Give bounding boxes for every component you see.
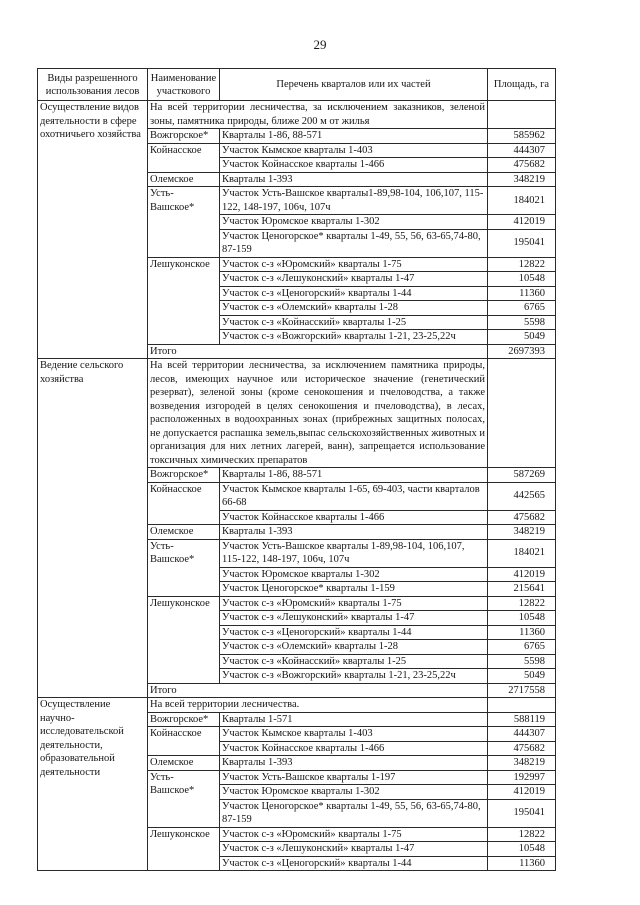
area-cell: 6765 <box>488 640 556 655</box>
area-cell <box>488 359 556 468</box>
quarters-cell: Участок с-з «Койнасский» кварталы 1-25 <box>220 315 488 330</box>
use-cell: Осуществление видов деятельности в сфере охотничьего хозяйства <box>38 101 148 359</box>
quarters-cell: Кварталы 1-393 <box>220 756 488 771</box>
quarters-cell: Участок с-з «Вожгорский» кварталы 1-21, 23-25,22ч <box>220 669 488 684</box>
area-cell: 11360 <box>488 286 556 301</box>
scope-cell: На всей территории лесничества. <box>148 698 488 713</box>
header-quarters: Перечень кварталов или их частей <box>220 69 488 101</box>
district-cell: Койнасское <box>148 727 220 756</box>
area-cell: 11360 <box>488 625 556 640</box>
quarters-cell: Участок Ценогорское* кварталы 1-49, 55, 56, 63-65,74-80, 87-159 <box>220 229 488 257</box>
quarters-cell: Участок с-з «Ценогорский» кварталы 1-44 <box>220 856 488 871</box>
quarters-cell: Участок Юромское кварталы 1-302 <box>220 567 488 582</box>
quarters-cell: Кварталы 1-571 <box>220 712 488 727</box>
quarters-cell: Участок с-з «Олемский» кварталы 1-28 <box>220 640 488 655</box>
quarters-cell: Участок Усть-Вашское кварталы 1-89,98-104, 106,107, 115-122, 148-197, 106ч, 107ч <box>220 539 488 567</box>
quarters-cell: Участок Кымское кварталы 1-65, 69-403, части кварталов 66-68 <box>220 482 488 510</box>
area-cell: 587269 <box>488 468 556 483</box>
quarters-cell: Участок с-з «Лешуконский» кварталы 1-47 <box>220 842 488 857</box>
quarters-cell: Участок Кымское кварталы 1-403 <box>220 727 488 742</box>
quarters-cell: Участок с-з «Койнасский» кварталы 1-25 <box>220 654 488 669</box>
area-cell: 348219 <box>488 756 556 771</box>
area-cell: 5598 <box>488 315 556 330</box>
district-cell: Лешуконское <box>148 827 220 871</box>
quarters-cell: Участок Ценогорское* кварталы 1-49, 55, 56, 63-65,74-80, 87-159 <box>220 799 488 827</box>
area-cell: 10548 <box>488 842 556 857</box>
forest-use-table <box>37 68 556 871</box>
area-cell: 348219 <box>488 172 556 187</box>
district-cell: Вожгорское* <box>148 468 220 483</box>
area-cell: 442565 <box>488 482 556 510</box>
quarters-cell: Участок с-з «Вожгорский» кварталы 1-21, 23-25,22ч <box>220 330 488 345</box>
quarters-cell: Участок Ценогорское* кварталы 1-159 <box>220 582 488 597</box>
area-cell: 475682 <box>488 741 556 756</box>
scope-cell: На всей территории лесничества, за исключением памятника природы, лесов, имеющих научное или историческое значение (генетический резерват), зеленой зоны (кроме сенокошения и пчеловодства, а также возведения изгородей в целях сенокошения и пчеловодства), в лесах, расположенных в водоохранных зонах (прибрежных защитных полосах, не допускается распашка земель,выпас сельскохозяйственных животных и организация для них летних лагерей, ванн), запрещается использование токсичных химических препаратов <box>148 359 488 468</box>
district-cell: Олемское <box>148 172 220 187</box>
quarters-cell: Участок Койнасское кварталы 1-466 <box>220 158 488 173</box>
district-cell: Усть-Вашское* <box>148 187 220 258</box>
area-cell: 12822 <box>488 596 556 611</box>
area-cell: 412019 <box>488 215 556 230</box>
quarters-cell: Участок Усть-Вашское кварталы 1-197 <box>220 770 488 785</box>
total-value: 2717558 <box>488 683 556 698</box>
quarters-cell: Кварталы 1-86, 88-571 <box>220 468 488 483</box>
quarters-cell: Участок с-з «Юромский» кварталы 1-75 <box>220 827 488 842</box>
quarters-cell: Участок с-з «Ценогорский» кварталы 1-44 <box>220 625 488 640</box>
header-district: Наименование участкового <box>148 69 220 101</box>
area-cell: 444307 <box>488 727 556 742</box>
area-cell: 215641 <box>488 582 556 597</box>
quarters-cell: Участок с-з «Юромский» кварталы 1-75 <box>220 596 488 611</box>
area-cell: 5049 <box>488 330 556 345</box>
total-value: 2697393 <box>488 344 556 359</box>
district-cell: Лешуконское <box>148 596 220 683</box>
area-cell: 585962 <box>488 129 556 144</box>
district-cell: Олемское <box>148 756 220 771</box>
area-cell: 11360 <box>488 856 556 871</box>
area-cell: 10548 <box>488 272 556 287</box>
area-cell: 412019 <box>488 567 556 582</box>
section-scope-row <box>38 698 556 713</box>
district-cell: Олемское <box>148 525 220 540</box>
section-scope-row <box>38 101 556 129</box>
area-cell: 475682 <box>488 158 556 173</box>
quarters-cell: Участок с-з «Юромский» кварталы 1-75 <box>220 257 488 272</box>
quarters-cell: Участок Усть-Вашское кварталы1-89,98-104, 106,107, 115-122, 148-197, 106ч, 107ч <box>220 187 488 215</box>
area-cell: 10548 <box>488 611 556 626</box>
quarters-cell: Участок Юромское кварталы 1-302 <box>220 215 488 230</box>
quarters-cell: Участок Койнасское кварталы 1-466 <box>220 741 488 756</box>
quarters-cell: Кварталы 1-393 <box>220 525 488 540</box>
scope-cell: На всей территории лесничества, за исключением заказников, зеленой зоны, памятника природы, ближе 200 м от жилья <box>148 101 488 129</box>
area-cell: 348219 <box>488 525 556 540</box>
section-scope-row <box>38 359 556 468</box>
area-cell: 195041 <box>488 799 556 827</box>
district-cell: Усть-Вашское* <box>148 539 220 596</box>
page-number: 29 <box>313 37 327 52</box>
area-cell: 475682 <box>488 510 556 525</box>
area-cell <box>488 698 556 713</box>
quarters-cell: Участок с-з «Лешуконский» кварталы 1-47 <box>220 611 488 626</box>
area-cell: 12822 <box>488 257 556 272</box>
area-cell: 195041 <box>488 229 556 257</box>
area-cell: 184021 <box>488 539 556 567</box>
district-cell: Усть-Вашское* <box>148 770 220 827</box>
area-cell: 12822 <box>488 827 556 842</box>
quarters-cell: Кварталы 1-393 <box>220 172 488 187</box>
area-cell: 184021 <box>488 187 556 215</box>
area-cell: 444307 <box>488 143 556 158</box>
header-use: Виды разрешенного использования лесов <box>38 69 148 101</box>
total-label: Итого <box>148 344 488 359</box>
quarters-cell: Участок с-з «Ценогорский» кварталы 1-44 <box>220 286 488 301</box>
area-cell: 192997 <box>488 770 556 785</box>
use-cell: Ведение сельского хозяйства <box>38 359 148 698</box>
area-cell: 5598 <box>488 654 556 669</box>
area-cell <box>488 101 556 129</box>
quarters-cell: Участок с-з «Олемский» кварталы 1-28 <box>220 301 488 316</box>
quarters-cell: Кварталы 1-86, 88-571 <box>220 129 488 144</box>
district-cell: Койнасское <box>148 143 220 172</box>
quarters-cell: Участок Кымское кварталы 1-403 <box>220 143 488 158</box>
area-cell: 6765 <box>488 301 556 316</box>
quarters-cell: Участок Койнасское кварталы 1-466 <box>220 510 488 525</box>
area-cell: 412019 <box>488 785 556 800</box>
table-header-row <box>38 69 556 101</box>
district-cell: Вожгорское* <box>148 712 220 727</box>
total-label: Итого <box>148 683 488 698</box>
area-cell: 5049 <box>488 669 556 684</box>
use-cell: Осуществление научно-исследовательской деятельности, образовательной деятельности <box>38 698 148 871</box>
district-cell: Койнасское <box>148 482 220 525</box>
district-cell: Вожгорское* <box>148 129 220 144</box>
quarters-cell: Участок Юромское кварталы 1-302 <box>220 785 488 800</box>
district-cell: Лешуконское <box>148 257 220 344</box>
header-area: Площадь, га <box>488 69 556 101</box>
quarters-cell: Участок с-з «Лешуконский» кварталы 1-47 <box>220 272 488 287</box>
area-cell: 588119 <box>488 712 556 727</box>
